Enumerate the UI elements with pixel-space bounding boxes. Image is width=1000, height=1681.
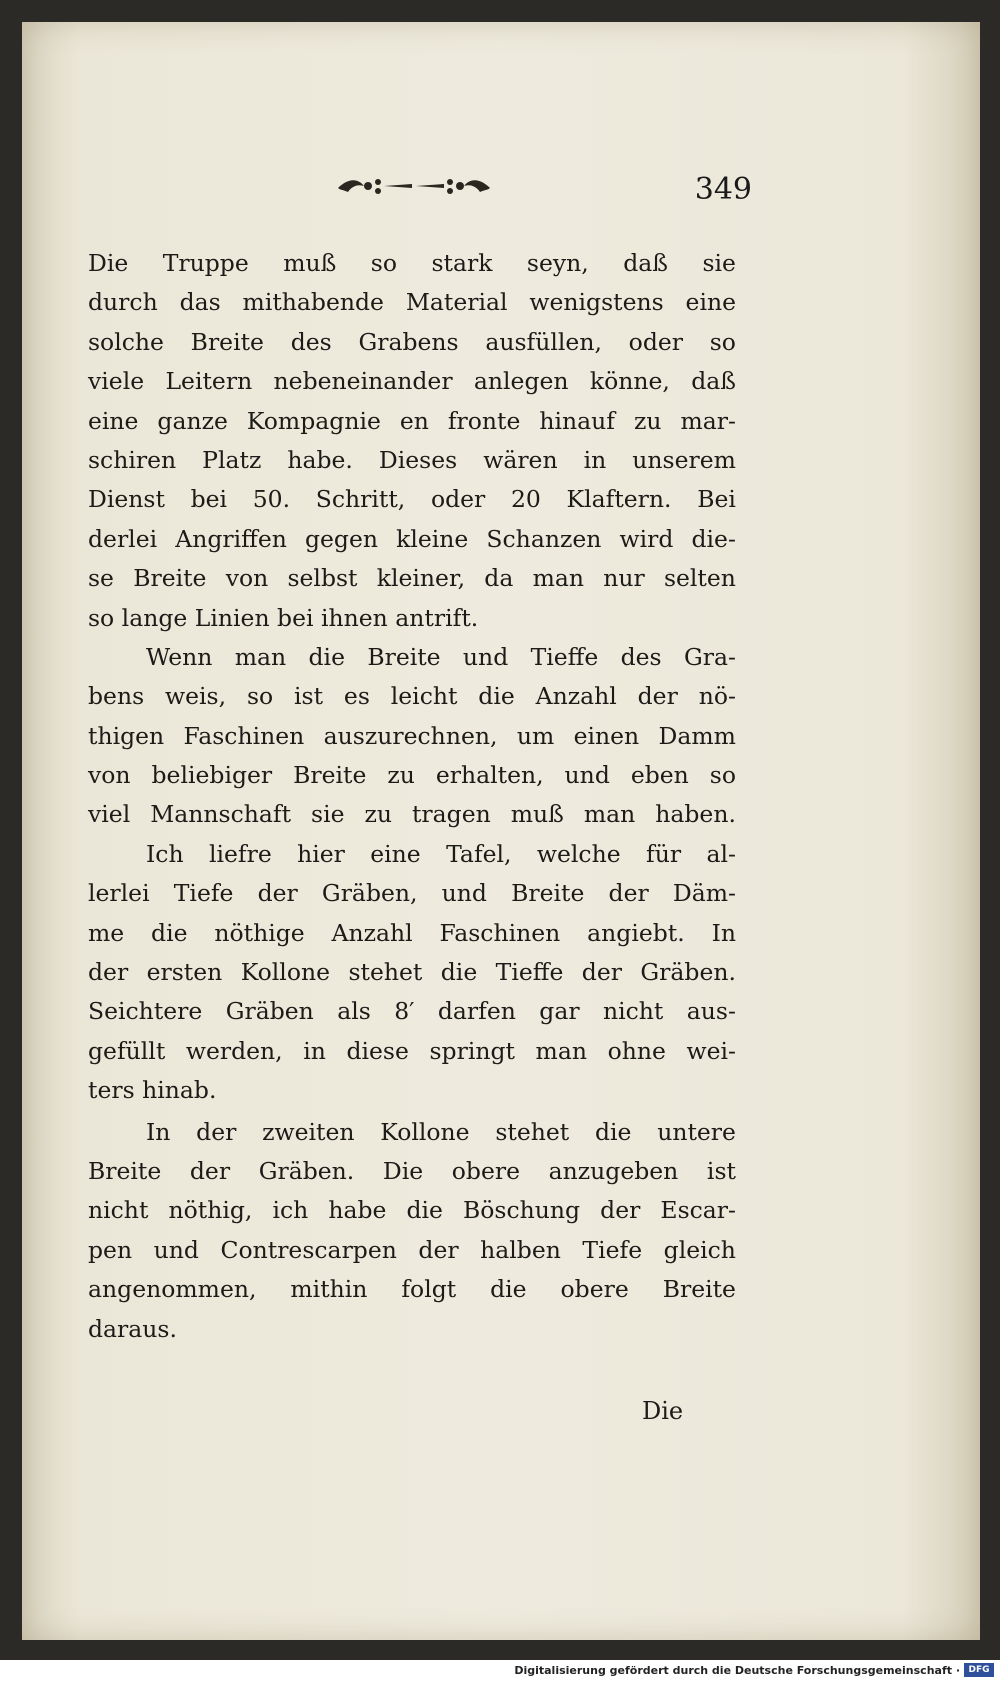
text-line: ters hinab. [88, 1076, 217, 1105]
text-line: der ersten Kollone stehet die Tieffe der Gräben. [88, 958, 736, 987]
text-line: angenommen, mithin folgt die obere Breite [88, 1275, 736, 1304]
text-line: Dienst bei 50. Schritt, oder 20 Klaftern. Bei [88, 485, 736, 514]
text-line: bens weis, so ist es leicht die Anzahl der nö- [88, 682, 736, 711]
text-line: Ich liefre hier eine Tafel, welche für al- [146, 839, 736, 868]
text-line: von beliebiger Breite zu erhalten, und eben so [88, 761, 736, 790]
text-line: se Breite von selbst kleiner, da man nur selten [88, 564, 736, 593]
text-line: daraus. [88, 1314, 177, 1343]
text-line: viele Leitern nebeneinander anlegen könne, daß [88, 367, 736, 396]
text-line: schiren Platz habe. Dieses wären in unserem [88, 445, 736, 474]
text-line: Seichtere Gräben als 8′ darfen gar nicht aus- [88, 997, 736, 1026]
text-line: Breite der Gräben. Die obere anzugeben ist [88, 1156, 736, 1185]
printer-ornament [334, 168, 494, 204]
text-line: In der zweiten Kollone stehet die untere [146, 1117, 736, 1146]
body-text [88, 244, 736, 1349]
text-line: so lange Linien bei ihnen antrift. [88, 603, 479, 632]
footer-bar [0, 1660, 1000, 1681]
book-page [22, 22, 980, 1640]
text-line: nicht nöthig, ich habe die Böschung der Escar- [88, 1196, 736, 1225]
text-line: durch das mithabende Material wenigstens eine [88, 288, 736, 317]
text-line: thigen Faschinen auszurechnen, um einen Damm [88, 721, 736, 750]
digitization-credit: Digitalisierung gefördert durch die Deutsche Forschungsgemeinschaft · [514, 1664, 960, 1677]
text-line: solche Breite des Grabens ausfüllen, oder so [88, 327, 736, 356]
text-line: lerlei Tiefe der Gräben, und Breite der Däm- [88, 879, 736, 908]
page-number: 349 [694, 172, 752, 207]
text-line: pen und Contrescarpen der halben Tiefe gleich [88, 1235, 736, 1264]
text-line: Die Truppe muß so stark seyn, daß sie [88, 249, 736, 277]
text-line: eine ganze Kompagnie en fronte hinauf zu mar- [88, 406, 736, 435]
dfg-logo-icon: DFG [964, 1663, 994, 1677]
text-line: gefüllt werden, in diese springt man ohne wei- [88, 1036, 736, 1065]
text-line: viel Mannschaft sie zu tragen muß man haben. [88, 800, 736, 829]
catchword: Die [642, 1397, 684, 1425]
text-line: me die nöthige Anzahl Faschinen angiebt. In [88, 918, 736, 947]
text-line: Wenn man die Breite und Tieffe des Gra- [146, 642, 736, 671]
text-line: derlei Angriffen gegen kleine Schanzen wird die- [88, 524, 736, 553]
